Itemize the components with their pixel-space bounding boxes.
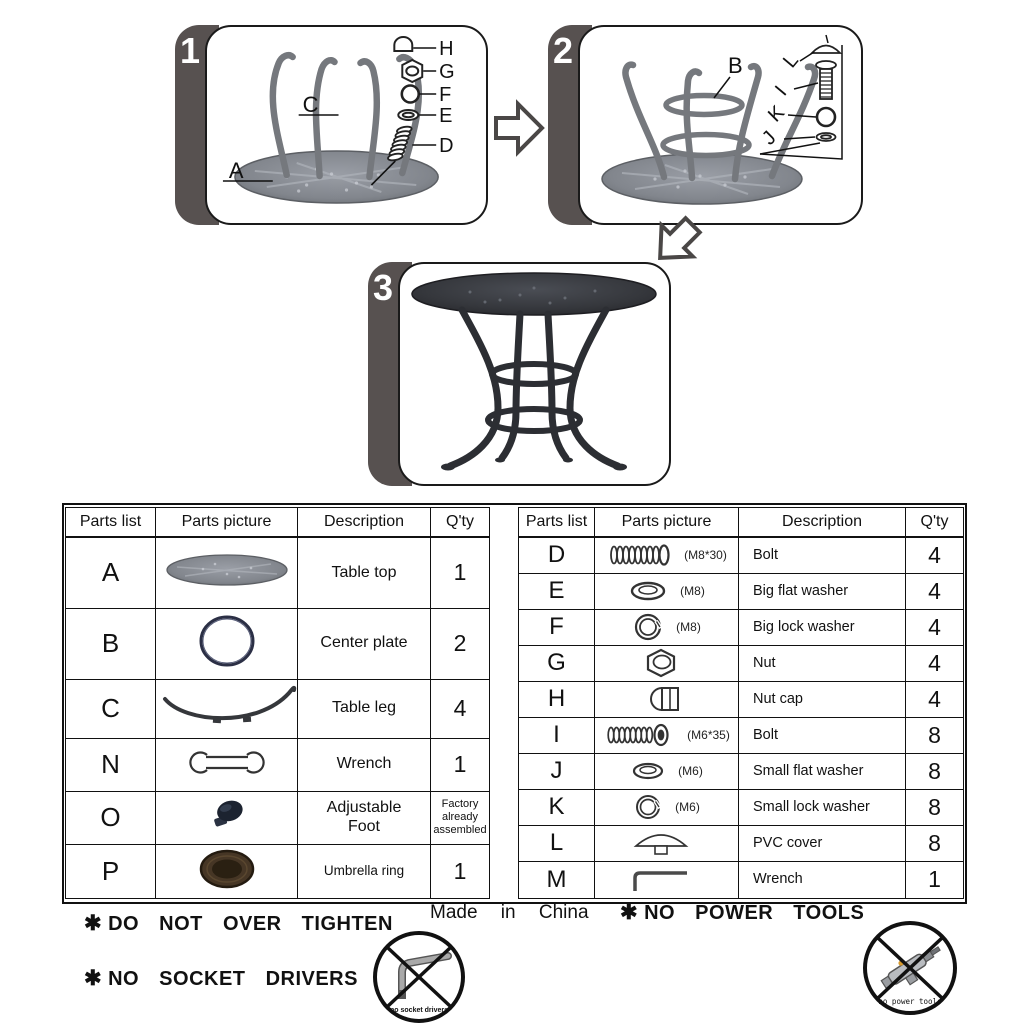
part-letter: J	[519, 753, 595, 789]
part-qty: 4	[906, 609, 964, 645]
step-3-number: 3	[372, 267, 394, 308]
no-socket-drivers-icon	[372, 930, 467, 1024]
callout-F: F	[439, 83, 452, 107]
table-row	[519, 825, 964, 861]
bolt-m8-image	[606, 543, 672, 567]
size-label: (M6)	[678, 764, 703, 778]
part-qty: 8	[906, 789, 964, 825]
part-description: Table leg	[298, 679, 431, 738]
warning-do-not-over-tighten: ✱ DO NOT OVER TIGHTEN	[84, 912, 393, 935]
big-flat-washer-image	[628, 580, 668, 602]
adjustable-foot-image	[205, 795, 249, 835]
step-1-diagram	[207, 27, 486, 223]
part-description: Adjustable Foot	[298, 791, 431, 844]
part-letter: I	[519, 717, 595, 753]
part-description: Nut cap	[739, 681, 906, 717]
part-description: Small flat washer	[739, 753, 906, 789]
part-description: Umbrella ring	[298, 844, 431, 898]
table-row	[519, 717, 964, 753]
asterisk-icon: ✱	[620, 901, 639, 924]
table-leg-image	[157, 681, 297, 731]
table-row	[519, 681, 964, 717]
part-picture	[595, 609, 739, 645]
part-description: Table top	[298, 537, 431, 608]
part-qty: 1	[431, 844, 490, 898]
step-2-number: 2	[552, 30, 574, 71]
part-qty: 4	[906, 681, 964, 717]
no-power-tools-graphic	[861, 919, 959, 1017]
parts-table-left	[65, 507, 490, 899]
part-description: Bolt	[739, 537, 906, 573]
table-row	[66, 608, 490, 679]
wrench-image	[183, 746, 271, 778]
part-description: Big lock washer	[739, 609, 906, 645]
callout-I: I	[770, 81, 792, 101]
part-qty: 2	[431, 608, 490, 679]
part-qty: 1	[431, 738, 490, 791]
size-label: (M8)	[676, 620, 701, 634]
callout-L: L	[778, 49, 803, 73]
table-top-image	[163, 551, 291, 589]
part-picture	[595, 825, 739, 861]
part-qty: 1	[431, 537, 490, 608]
made-in-china-label: Made in China	[430, 902, 589, 923]
warning-no-power-tools: ✱ NO POWER TOOLS	[620, 901, 865, 924]
center-plate-image	[195, 612, 259, 670]
callout-B: B	[728, 53, 743, 78]
table-row	[519, 573, 964, 609]
table-row	[519, 861, 964, 898]
part-qty: 4	[906, 537, 964, 573]
table-row	[519, 753, 964, 789]
callout-K: K	[763, 101, 789, 127]
part-qty: 1	[906, 861, 964, 898]
part-letter: A	[66, 537, 156, 608]
col-parts-list: Parts list	[519, 508, 595, 538]
callout-D: D	[439, 134, 454, 158]
part-picture	[156, 679, 298, 738]
part-letter: D	[519, 537, 595, 573]
callout-E: E	[439, 104, 453, 128]
callout-G: G	[439, 60, 455, 84]
part-picture	[595, 717, 739, 753]
part-letter: N	[66, 738, 156, 791]
part-letter: E	[519, 573, 595, 609]
part-qty: Factory already assembled	[431, 791, 490, 844]
size-label: (M6*35)	[687, 728, 730, 742]
step-3-panel	[368, 262, 671, 486]
part-description: PVC cover	[739, 825, 906, 861]
part-description: Bolt	[739, 717, 906, 753]
size-label: (M6)	[675, 800, 700, 814]
hardware-stack-graphic	[812, 46, 840, 142]
umbrella-ring-image	[197, 847, 257, 891]
nut-image	[641, 647, 681, 679]
bolt-m6-image	[603, 722, 675, 748]
part-picture	[595, 573, 739, 609]
allen-wrench-image	[625, 867, 697, 893]
part-qty: 4	[431, 679, 490, 738]
callout-J: J	[757, 126, 781, 150]
part-description: Wrench	[739, 861, 906, 898]
warning-no-socket-drivers: ✱ NO SOCKET DRIVERS	[84, 967, 358, 990]
small-flat-washer-image	[630, 761, 666, 781]
step-1-number: 1	[179, 30, 201, 71]
part-letter: H	[519, 681, 595, 717]
step-3-diagram	[400, 264, 669, 484]
step-2-panel	[548, 25, 863, 225]
no-socket-drivers-graphic	[372, 930, 467, 1024]
callout-A: A	[228, 157, 244, 184]
part-picture	[595, 537, 739, 573]
part-qty: 8	[906, 753, 964, 789]
table-row	[519, 645, 964, 681]
part-letter: C	[66, 679, 156, 738]
part-picture	[156, 608, 298, 679]
no-power-tools-icon	[861, 919, 959, 1017]
parts-table-right	[518, 507, 964, 899]
part-description: Small lock washer	[739, 789, 906, 825]
nut-cap-image	[640, 685, 682, 713]
part-picture	[595, 681, 739, 717]
part-letter: G	[519, 645, 595, 681]
big-lock-washer-image	[632, 611, 664, 643]
step-2-diagram	[580, 27, 861, 223]
size-label: (M8*30)	[684, 548, 727, 563]
assembled-table-graphic	[412, 273, 656, 471]
table-header-row	[519, 508, 964, 538]
part-picture	[595, 753, 739, 789]
part-qty: 8	[906, 825, 964, 861]
step-1-illustration	[205, 25, 488, 225]
parts-list-section	[62, 503, 967, 904]
part-qty: 8	[906, 717, 964, 753]
part-picture	[595, 861, 739, 898]
small-lock-washer-image	[633, 792, 663, 822]
col-description: Description	[739, 508, 906, 538]
col-qty: Q'ty	[431, 508, 490, 538]
step-2-illustration	[578, 25, 863, 225]
col-parts-picture: Parts picture	[595, 508, 739, 538]
part-picture	[156, 537, 298, 608]
table-row	[66, 791, 490, 844]
part-letter: K	[519, 789, 595, 825]
right-arrow-icon	[492, 97, 546, 159]
col-qty: Q'ty	[906, 508, 964, 538]
table-header-row	[66, 508, 490, 538]
part-letter: P	[66, 844, 156, 898]
part-letter: L	[519, 825, 595, 861]
arrow-step1-to-step2	[492, 97, 546, 159]
part-letter: O	[66, 791, 156, 844]
icon-caption: no socket drivers	[390, 1007, 448, 1014]
part-description: Center plate	[298, 608, 431, 679]
step-1-panel	[175, 25, 488, 225]
part-picture	[595, 645, 739, 681]
table-row	[66, 738, 490, 791]
step-3-illustration	[398, 262, 671, 486]
col-parts-list: Parts list	[66, 508, 156, 538]
part-description: Nut	[739, 645, 906, 681]
asterisk-icon: ✱	[84, 967, 103, 990]
size-label: (M8)	[680, 584, 705, 598]
part-letter: B	[66, 608, 156, 679]
callout-C: C	[302, 91, 319, 118]
pvc-cover-image	[632, 830, 690, 856]
table-row	[519, 537, 964, 573]
part-picture	[156, 844, 298, 898]
part-letter: F	[519, 609, 595, 645]
part-picture	[156, 738, 298, 791]
table-row	[66, 679, 490, 738]
part-letter: M	[519, 861, 595, 898]
table-row	[66, 844, 490, 898]
callout-H: H	[439, 37, 454, 61]
table-row	[66, 537, 490, 608]
asterisk-icon: ✱	[84, 912, 103, 935]
part-qty: 4	[906, 573, 964, 609]
part-description: Wrench	[298, 738, 431, 791]
table-row	[519, 609, 964, 645]
icon-caption: no power tools	[878, 997, 942, 1006]
col-description: Description	[298, 508, 431, 538]
table-row	[519, 789, 964, 825]
part-qty: 4	[906, 645, 964, 681]
part-picture	[156, 791, 298, 844]
part-description: Big flat washer	[739, 573, 906, 609]
col-parts-picture: Parts picture	[156, 508, 298, 538]
part-picture	[595, 789, 739, 825]
